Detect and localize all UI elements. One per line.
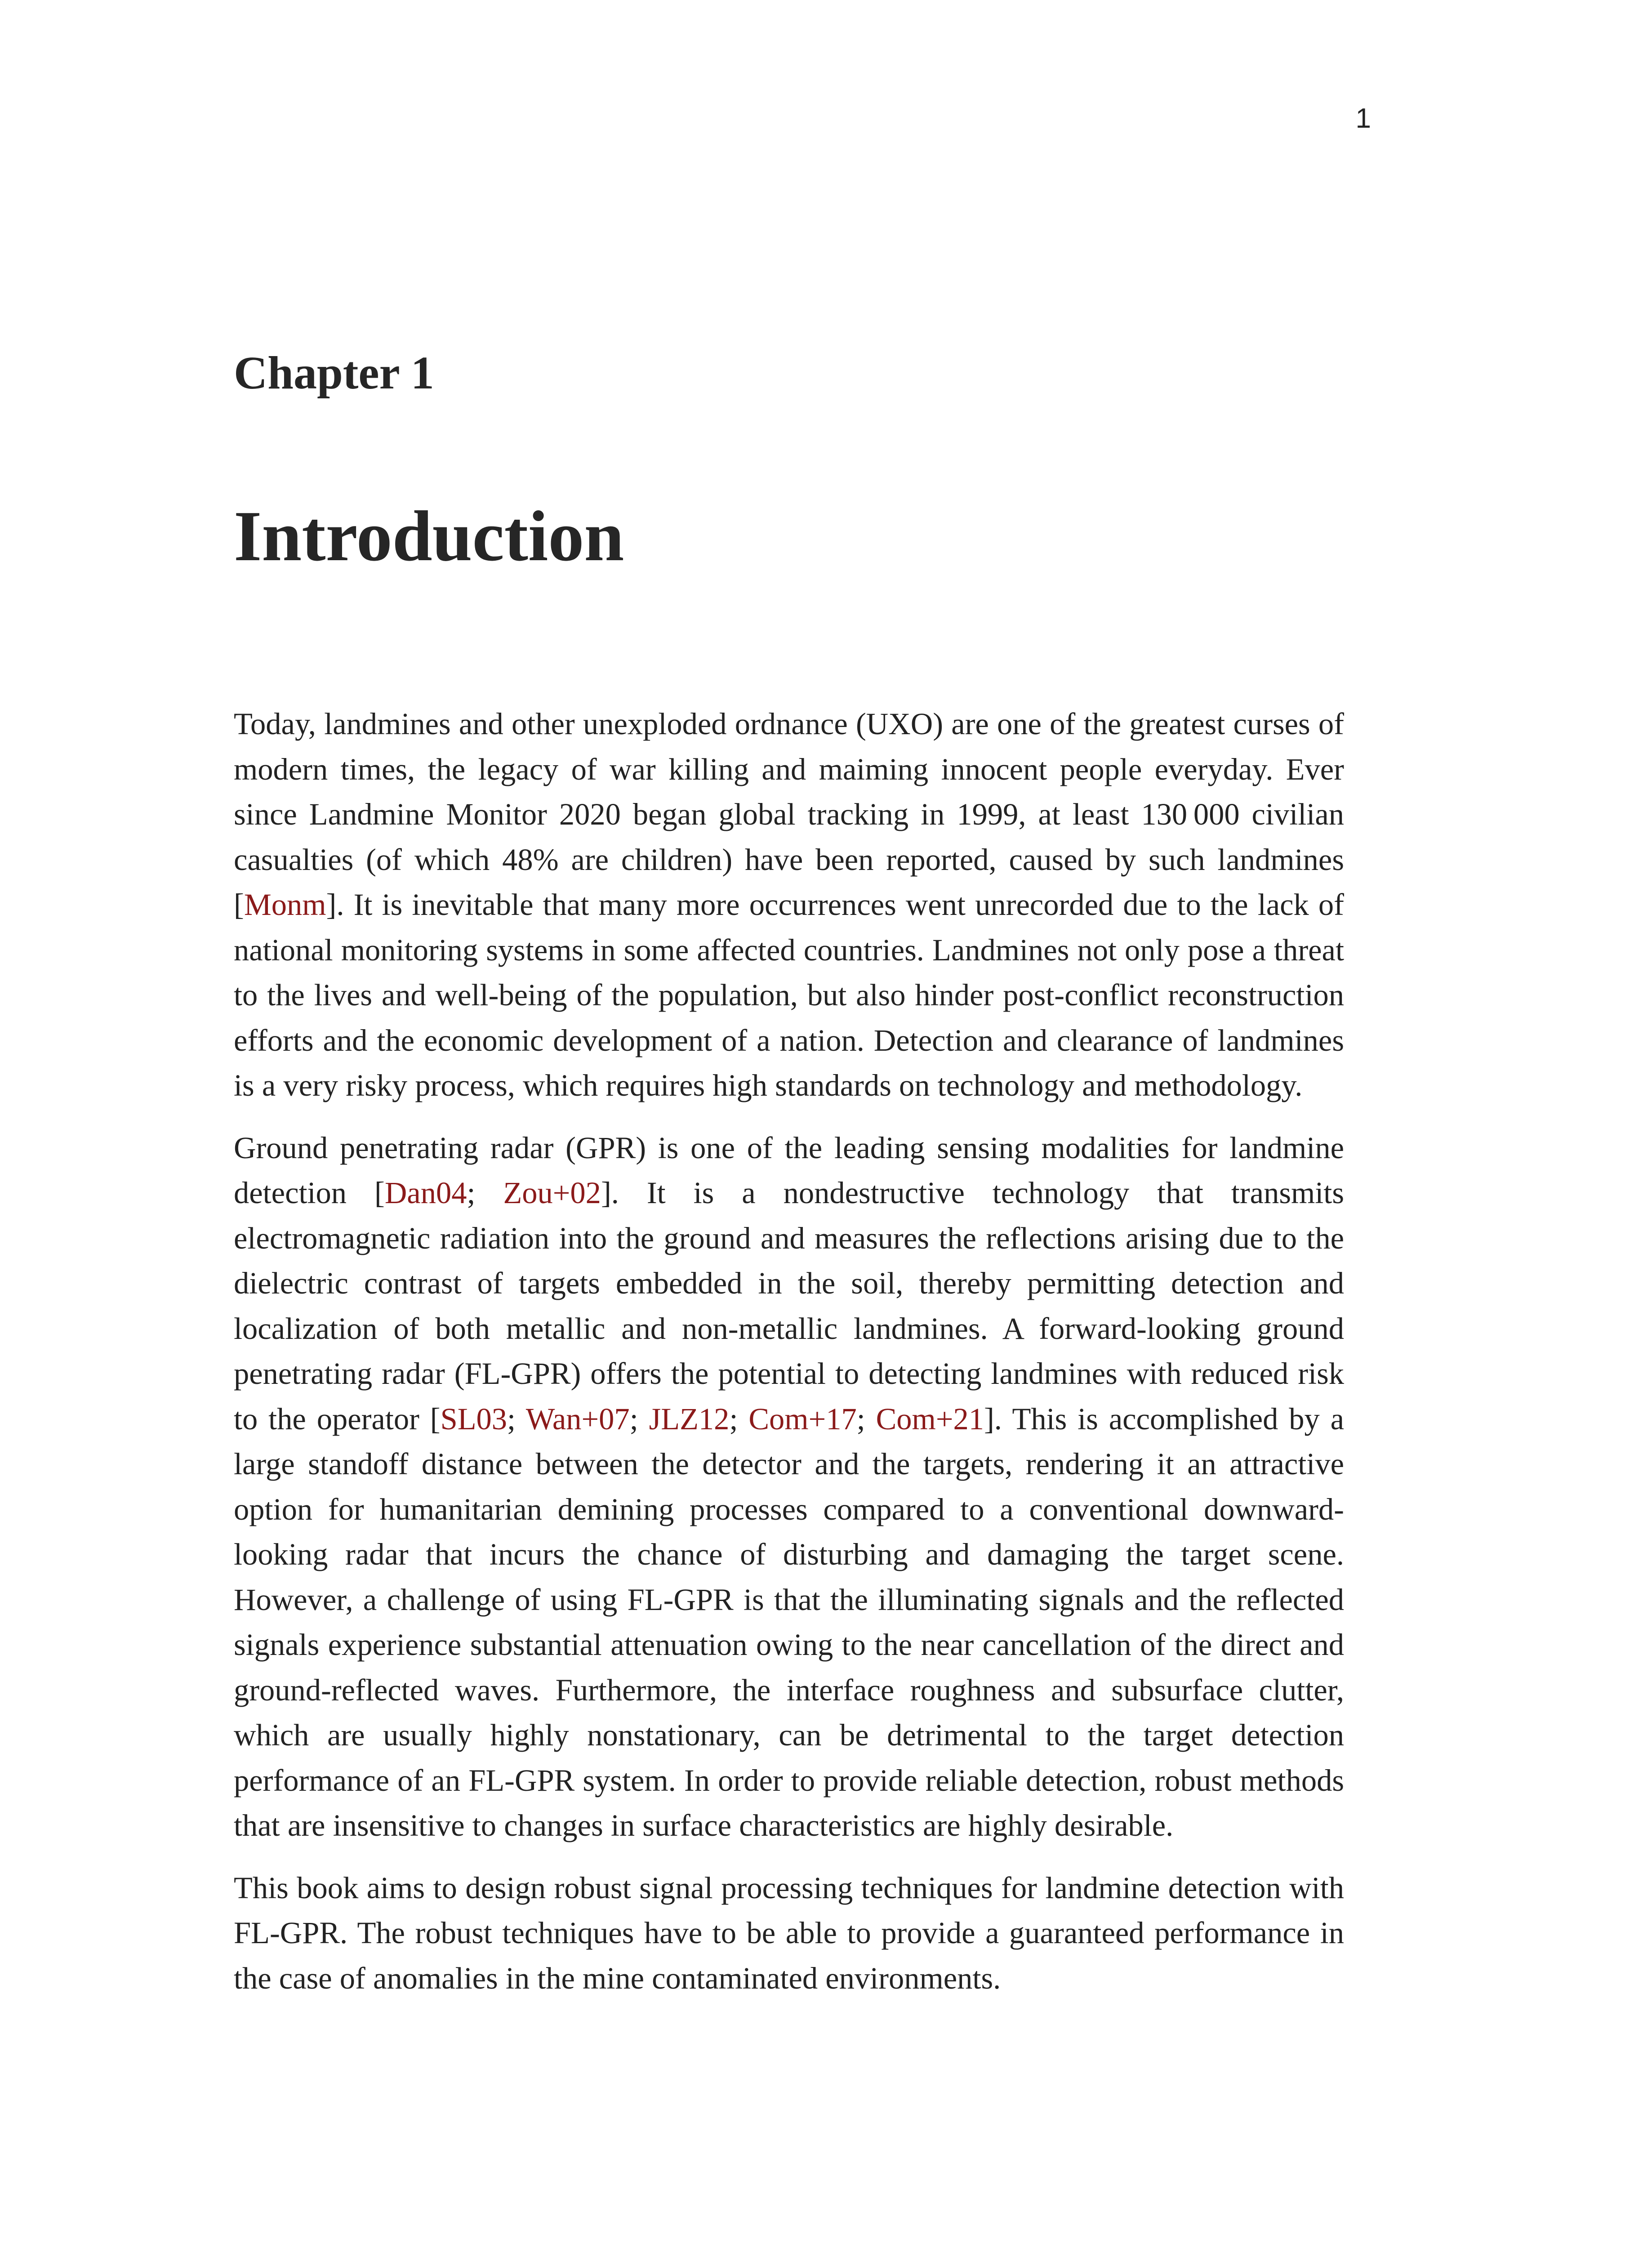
paragraph-text: ;	[507, 1401, 526, 1436]
paragraph-text: ;	[467, 1176, 503, 1210]
citation-link[interactable]: JLZ12	[649, 1401, 730, 1436]
chapter-label: Chapter 1	[234, 347, 434, 399]
citation-link[interactable]: Monm	[244, 888, 326, 922]
paragraph	[234, 1865, 1344, 2001]
paragraph-text: Today, landmines and other unexploded ordnance (UXO) are one of the greatest curses of modern times, the legacy of war killing and maiming innocent people everyday. Ever since Landmine Monitor 2020 began global tracking in 1999, at least 130 000 civilian casualties (of which 48% are children) have been reported, caused by such landmines [	[234, 707, 1344, 922]
citation-link[interactable]: Com+17	[748, 1401, 857, 1436]
paragraph-text: Ground penetrating radar (GPR) is one of the leading sensing modalities for landmine detection [	[234, 1130, 1344, 1210]
paragraph-text: ;	[629, 1401, 649, 1436]
paragraph-text: ]. This is accomplished by a large standoff distance between the detector and the targets, rendering it an attractive option for humanitarian demining processes compared to a conventional downward-looking radar that incurs the chance of disturbing and damaging the target scene. However, a challenge of using FL-GPR is that the illuminating signals and the reflected signals experience substantial attenuation owing to the near cancellation of the direct and ground-reflected waves. Furthermore, the interface roughness and subsurface clutter, which are usually highly nonstationary, can be detrimental to the target detection performance of an FL-GPR system. In order to provide reliable detection, robust methods that are insensitive to changes in surface characteristics are highly desirable.	[234, 1401, 1344, 1842]
paragraph-text: ;	[729, 1401, 749, 1436]
citation-link[interactable]: Zou+02	[503, 1176, 601, 1210]
paragraph-text: ]. It is inevitable that many more occurrences went unrecorded due to the lack of national monitoring systems in some affected countries. Landmines not only pose a threat to the lives and well-being of the population, but also hinder post-conflict reconstruction efforts and the economic development of a nation. Detection and clearance of landmines is a very risky process, which requires high standards on technology and methodology.	[234, 888, 1344, 1102]
citation-link[interactable]: SL03	[440, 1401, 508, 1436]
paragraph-text: This book aims to design robust signal processing techniques for landmine detection with FL-GPR. The robust techniques have to be able to provide a guaranteed performance in the case of anomalies in the mine contaminated environments.	[234, 1870, 1344, 1995]
page-number: 1	[1355, 103, 1371, 134]
body-text	[234, 701, 1344, 2018]
citation-link[interactable]: Wan+07	[525, 1401, 630, 1436]
paragraph	[234, 1125, 1344, 1848]
paragraph	[234, 701, 1344, 1108]
paragraph-text: ]. It is a nondestructive technology that transmits electromagnetic radiation into the ground and measures the reflections arising due to the dielectric contrast of targets embedded in the soil, thereby permitting detection and localization of both metallic and non-metallic landmines. A forward-looking ground penetrating radar (FL-GPR) offers the potential to detecting landmines with reduced risk to the operator [	[234, 1176, 1344, 1436]
paragraph-text: ;	[856, 1401, 876, 1436]
chapter-title: Introduction	[234, 496, 624, 576]
citation-link[interactable]: Dan04	[384, 1176, 467, 1210]
citation-link[interactable]: Com+21	[876, 1401, 984, 1436]
